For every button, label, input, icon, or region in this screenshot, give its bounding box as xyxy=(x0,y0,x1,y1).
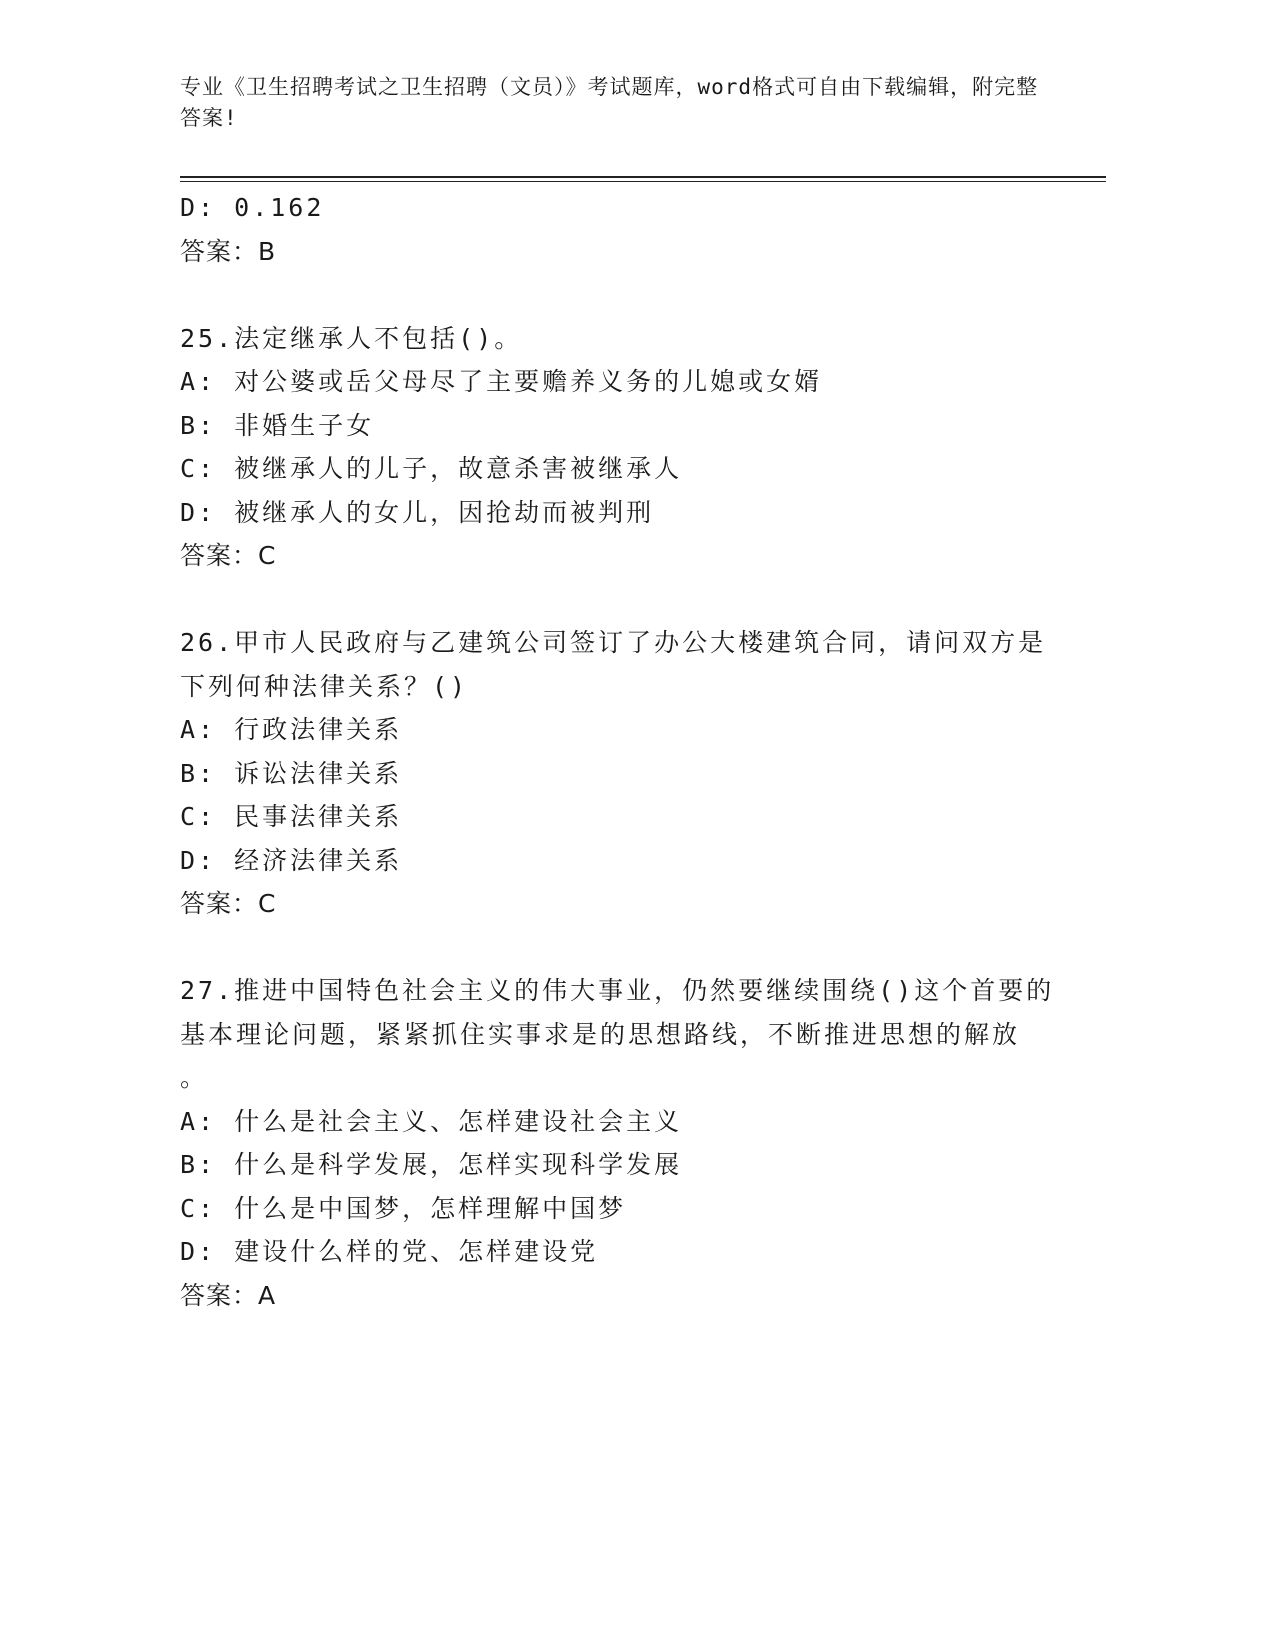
question-26-stem-line-1: 26.甲市人民政府与乙建筑公司签订了办公大楼建筑合同，请问双方是 xyxy=(180,628,1047,657)
header-divider-thin xyxy=(180,181,1106,182)
header-divider-thick xyxy=(180,176,1106,178)
question-25-option-c: C: 被继承人的儿子，故意杀害被继承人 xyxy=(180,454,683,483)
question-25-stem: 25.法定继承人不包括()。 xyxy=(180,323,523,353)
question-26-answer: 答案：C xyxy=(180,889,277,918)
question-25-option-b: B: 非婚生子女 xyxy=(180,410,375,440)
question-27-stem-line-1: 27.推进中国特色社会主义的伟大事业，仍然要继续围绕()这个首要的 xyxy=(180,976,1055,1005)
prev-option-d: D: 0.162 xyxy=(180,193,325,222)
question-26-option-a: A: 行政法律关系 xyxy=(180,715,403,744)
question-27-stem-line-2: 基本理论问题，紧紧抓住实事求是的思想路线，不断推进思想的解放 xyxy=(180,1019,1021,1049)
question-27-option-a: A: 什么是社会主义、怎样建设社会主义 xyxy=(180,1106,683,1136)
question-25-option-d: D: 被继承人的女儿，因抢劫而被判刑 xyxy=(180,497,655,527)
question-27-option-b: B: 什么是科学发展，怎样实现科学发展 xyxy=(180,1150,683,1179)
prev-answer: 答案：B xyxy=(180,236,277,266)
question-26-option-d: D: 经济法律关系 xyxy=(180,845,403,875)
question-content xyxy=(180,186,1055,1317)
page-header: 专业《卫生招聘考试之卫生招聘（文员）》考试题库，word格式可自由下载编辑，附完整答案! xyxy=(180,75,1039,130)
question-25-option-a: A: 对公婆或岳父母尽了主要赡养义务的儿媳或女婿 xyxy=(180,367,823,396)
question-26-option-c: C: 民事法律关系 xyxy=(180,802,403,831)
question-27-answer: 答案：A xyxy=(180,1280,277,1310)
question-27-option-c: C: 什么是中国梦，怎样理解中国梦 xyxy=(180,1193,627,1223)
question-27-stem-line-3: 。 xyxy=(180,1063,209,1092)
question-26-option-b: B: 诉讼法律关系 xyxy=(180,758,403,788)
question-27-option-d: D: 建设什么样的党、怎样建设党 xyxy=(180,1237,599,1266)
question-26-stem-line-2: 下列何种法律关系？() xyxy=(180,671,469,701)
question-25-answer: 答案：C xyxy=(180,541,277,570)
